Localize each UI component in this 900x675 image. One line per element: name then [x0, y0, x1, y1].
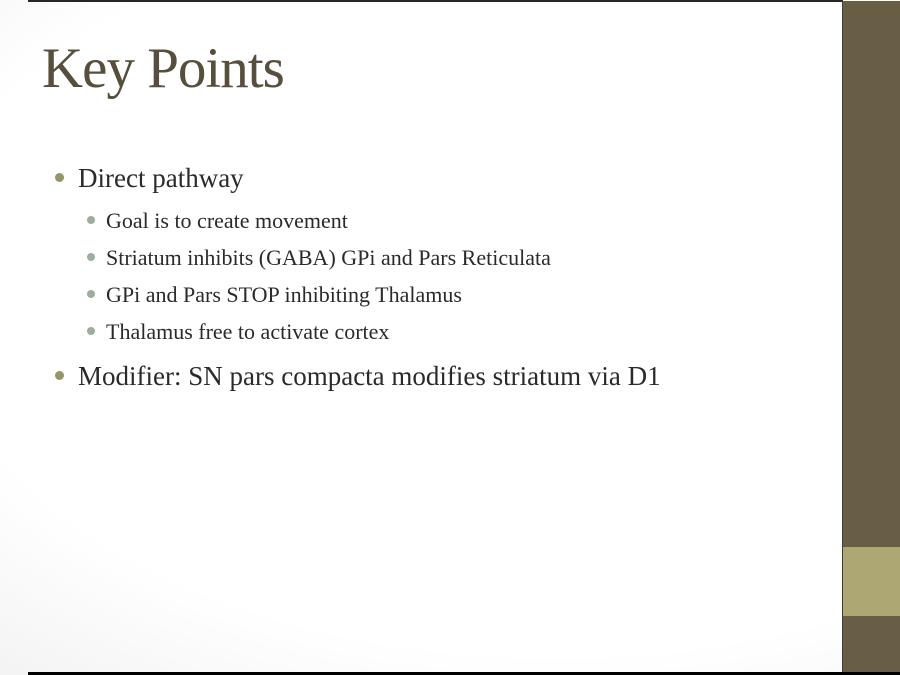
bullet-text: Striatum inhibits (GABA) GPi and Pars Reticulata — [106, 245, 551, 270]
bullet-icon — [87, 327, 95, 335]
bullet-icon — [55, 371, 64, 380]
slide-accent-sidebar — [842, 1, 900, 672]
bullet-text: Thalamus free to activate cortex — [106, 319, 390, 344]
bullet-item-direct-pathway — [0, 158, 810, 198]
bullet-item-striatum-inhibits — [0, 239, 810, 276]
bullet-text: GPi and Pars STOP inhibiting Thalamus — [106, 282, 462, 307]
bullet-item-goal — [0, 202, 810, 239]
slide-body — [0, 152, 810, 400]
bullet-text: Direct pathway — [78, 163, 244, 193]
bullet-item-modifier — [0, 356, 810, 396]
bullet-icon — [87, 216, 95, 224]
letterbox-top-bar — [28, 0, 843, 2]
slide-title: Key Points — [42, 37, 284, 100]
bullet-item-gpi-stop — [0, 276, 810, 313]
bullet-icon — [87, 253, 95, 261]
bullet-text: Modifier: SN pars compacta modifies striatum via D1 — [78, 361, 661, 391]
bullet-icon — [55, 173, 64, 182]
bullet-item-thalamus-free — [0, 313, 810, 350]
bullet-text: Goal is to create movement — [106, 208, 348, 233]
bullet-icon — [87, 290, 95, 298]
slide-accent-band — [843, 547, 900, 616]
